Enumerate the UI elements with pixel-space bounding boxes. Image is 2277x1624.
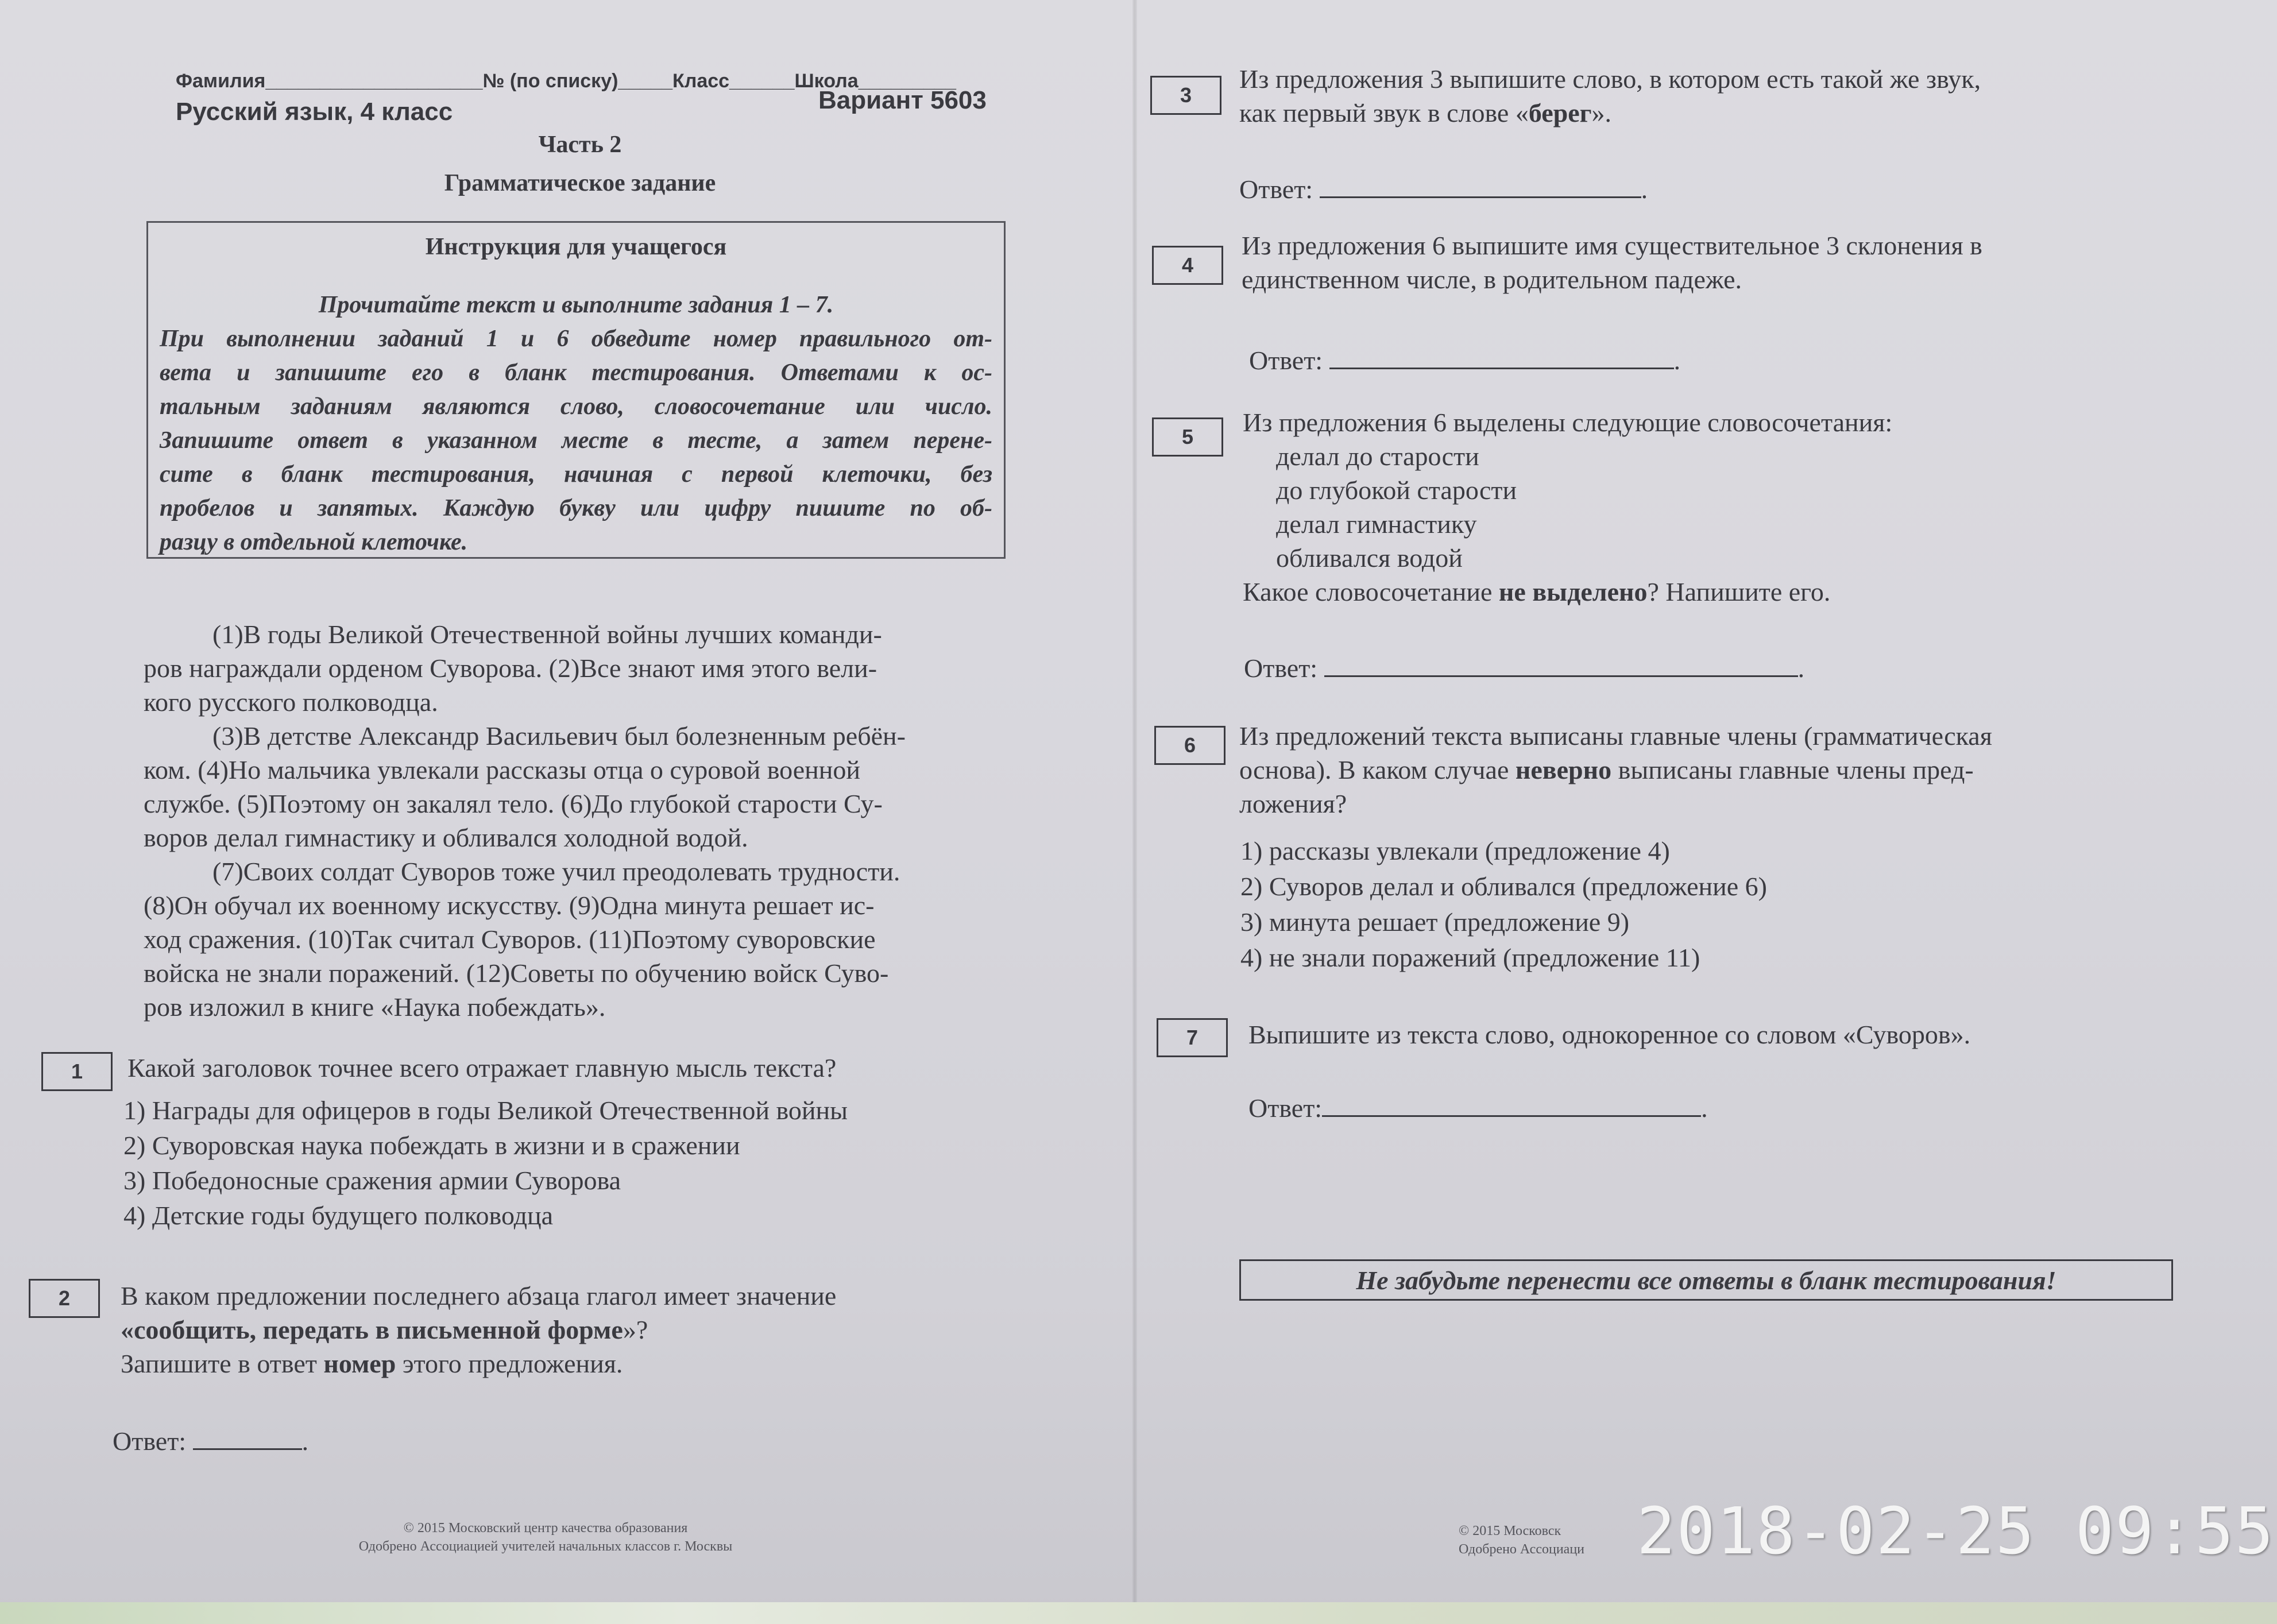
- instruction-title: Инструкция для учащегося: [425, 234, 727, 260]
- page-fold: [1132, 0, 1137, 1624]
- task-5-q-bold: не выделено: [1498, 577, 1648, 606]
- answer-label: Ответ:: [1248, 1093, 1323, 1123]
- text-line: (3)В детстве Александр Васильевич был болезненным ребён-: [212, 721, 906, 751]
- task-5-q-a: Какое словосочетание: [1243, 577, 1499, 606]
- task-3-line2-b: ».: [1591, 98, 1612, 127]
- answer-end: .: [1797, 654, 1805, 683]
- student-fields: Фамилия____________________№ (по списку)_____Класс______Школа_________: [176, 70, 956, 92]
- task-2-instr-a: Запишите в ответ: [121, 1349, 324, 1378]
- task-7-answer: [1248, 1091, 1708, 1125]
- task-2-meaning: «сообщить, передать в письменной форме: [121, 1315, 623, 1344]
- task-5-phrase: обливался водой: [1276, 543, 1463, 573]
- task-2-answer-field[interactable]: [193, 1425, 302, 1450]
- transfer-reminder-banner: Не забудьте перенести все ответы в бланк тестирования!: [1239, 1259, 2173, 1301]
- instruction-line: вета и запишите его в бланк тестирования. Ответами к ос-: [160, 359, 992, 386]
- footer-line: © 2015 Московск: [1459, 1524, 1561, 1538]
- task-6-line2-bold: неверно: [1515, 755, 1612, 784]
- photo-timestamp: 2018-02-25 09:55: [1637, 1494, 2275, 1569]
- task-1-option[interactable]: 2) Суворовская наука побеждать в жизни и в сражении: [123, 1131, 740, 1160]
- task-5-question: [1243, 405, 1892, 609]
- task-3-answer: [1239, 172, 1648, 206]
- task-5-answer: [1244, 651, 1804, 685]
- task-7-answer-field[interactable]: [1322, 1092, 1701, 1117]
- text-line: (8)Он обучал их военному искусству. (9)Одна минута решает ис-: [144, 891, 875, 920]
- task-2-question: [121, 1279, 836, 1381]
- task-6-option[interactable]: 3) минута решает (предложение 9): [1240, 907, 1630, 937]
- task-2-answer: [113, 1424, 308, 1458]
- task-3-answer-field[interactable]: [1320, 173, 1641, 198]
- instruction-line: Прочитайте текст и выполните задания 1 – 7.: [318, 292, 834, 318]
- task-4-question: [1242, 229, 1982, 296]
- task-3-line2-a: как первый звук в слове «: [1239, 98, 1529, 127]
- task-5-phrase: делал до старости: [1276, 442, 1479, 471]
- task-6-option[interactable]: 2) Суворов делал и обливался (предложение 6): [1240, 872, 1767, 901]
- task-2-instr-b: этого предложения.: [396, 1349, 623, 1378]
- text-line: воров делал гимнастику и обливался холодной водой.: [144, 823, 748, 852]
- task-3-line: Из предложения 3 выпишите слово, в котором есть такой же звук,: [1239, 64, 1981, 94]
- instruction-line: тальным заданиям являются слово, словосочетание или число.: [160, 393, 992, 420]
- task-2-number: 2: [29, 1279, 100, 1318]
- task-6-question: [1239, 719, 2135, 821]
- task-6-line: ложения?: [1239, 789, 1347, 818]
- task-6-line2-b: выписаны главные члены пред-: [1611, 755, 1974, 784]
- instruction-line: Запишите ответ в указанном месте в тесте, а затем перене-: [160, 427, 992, 454]
- task-1-number: 1: [41, 1052, 113, 1091]
- task-6-number: 6: [1154, 726, 1226, 765]
- instruction-line: При выполнении заданий 1 и 6 обведите номер правильного от-: [160, 326, 992, 352]
- task-5-q-b: ? Напишите его.: [1647, 577, 1831, 606]
- task-3-number: 3: [1150, 76, 1221, 115]
- instruction-line: разцу в отдельной клеточке.: [160, 529, 468, 555]
- task-7-number: 7: [1157, 1018, 1228, 1057]
- text-line: ров награждали орденом Суворова. (2)Все знают имя этого вели-: [144, 654, 877, 683]
- answer-label: Ответ:: [113, 1426, 187, 1456]
- instruction-box: [146, 221, 1006, 559]
- task-2-line-end: »?: [623, 1315, 648, 1344]
- answer-end: .: [1701, 1093, 1708, 1123]
- task-3-word: берег: [1528, 98, 1592, 127]
- task-4-number: 4: [1152, 246, 1223, 285]
- reading-text: [144, 617, 993, 1024]
- text-line: ком. (4)Но мальчика увлекали рассказы отца о суровой военной: [144, 755, 860, 784]
- task-1-option[interactable]: 1) Награды для офицеров в годы Великой Отечественной войны: [123, 1096, 848, 1125]
- answer-label: Ответ:: [1249, 346, 1323, 375]
- answer-end: .: [1641, 175, 1648, 204]
- instruction-line: сите в бланк тестирования, начиная с первой клеточки, без: [160, 461, 992, 488]
- task-4-answer-field[interactable]: [1329, 345, 1674, 369]
- task-6-line: Из предложений текста выписаны главные члены (грамматическая: [1239, 721, 1992, 751]
- footer-line: © 2015 Московский центр качества образования: [403, 1521, 688, 1536]
- task-6-option[interactable]: 1) рассказы увлекали (предложение 4): [1240, 836, 1670, 865]
- answer-end: .: [1673, 346, 1681, 375]
- variant-label: Вариант 5603: [818, 86, 987, 114]
- answer-end: .: [301, 1426, 309, 1456]
- footer-line: Одобрено Ассоциаци: [1459, 1542, 1584, 1557]
- task-5-phrase: делал гимнастику: [1276, 509, 1477, 539]
- text-line: ров изложил в книге «Наука побеждать».: [144, 992, 606, 1022]
- task-6-option[interactable]: 4) не знали поражений (предложение 11): [1240, 943, 1700, 972]
- task-1-option[interactable]: 3) Победоносные сражения армии Суворова: [123, 1166, 621, 1195]
- footer-copyright: [287, 1519, 804, 1556]
- text-line: (1)В годы Великой Отечественной войны лучших команди-: [212, 620, 882, 649]
- answer-label: Ответ:: [1244, 654, 1318, 683]
- text-line: (7)Своих солдат Суворов тоже учил преодолевать трудности.: [212, 857, 900, 886]
- task-2-instr-bold: номер: [323, 1349, 396, 1378]
- section-title: Грамматическое задание: [444, 170, 716, 196]
- task-5-line: Из предложения 6 выделены следующие словосочетания:: [1243, 408, 1893, 437]
- task-4-line: Из предложения 6 выпишите имя существительное 3 склонения в: [1242, 231, 1982, 260]
- part-title: Часть 2: [538, 132, 622, 158]
- task-1-option[interactable]: 4) Детские годы будущего полководца: [123, 1201, 554, 1230]
- text-line: кого русского полководца.: [144, 687, 438, 717]
- instruction-line: пробелов и запятых. Каждую букву или цифру пишите по об-: [160, 495, 992, 521]
- task-2-line: В каком предложении последнего абзаца глагол имеет значение: [121, 1281, 837, 1310]
- task-7-question: Выпишите из текста слово, однокоренное со словом «Суворов».: [1248, 1020, 1971, 1049]
- subject-title: Русский язык, 4 класс: [176, 98, 453, 126]
- instruction-text: [148, 288, 1004, 559]
- task-5-answer-field[interactable]: [1324, 652, 1798, 677]
- answer-label: Ответ:: [1239, 175, 1313, 204]
- task-3-question: [1239, 62, 1981, 130]
- footer-line: Одобрено Ассоциацией учителей начальных классов г. Москвы: [358, 1539, 733, 1554]
- task-4-answer: [1249, 343, 1680, 377]
- task-6-line2-a: основа). В каком случае: [1239, 755, 1516, 784]
- text-line: ход сражения. (10)Так считал Суворов. (11)Поэтому суворовские: [144, 925, 876, 954]
- task-1-question: Какой заголовок точнее всего отражает главную мысль текста?: [127, 1053, 837, 1082]
- text-line: войска не знали поражений. (12)Советы по обучению войск Суво-: [144, 958, 889, 988]
- task-6-options: [1240, 834, 1767, 975]
- text-line: службе. (5)Поэтому он закалял тело. (6)До глубокой старости Су-: [144, 789, 883, 818]
- task-4-line: единственном числе, в родительном падеже.: [1242, 265, 1742, 294]
- task-1-options: [123, 1093, 848, 1232]
- table-surface: [0, 1602, 2277, 1624]
- task-5-number: 5: [1152, 417, 1223, 457]
- task-5-phrase: до глубокой старости: [1276, 475, 1517, 505]
